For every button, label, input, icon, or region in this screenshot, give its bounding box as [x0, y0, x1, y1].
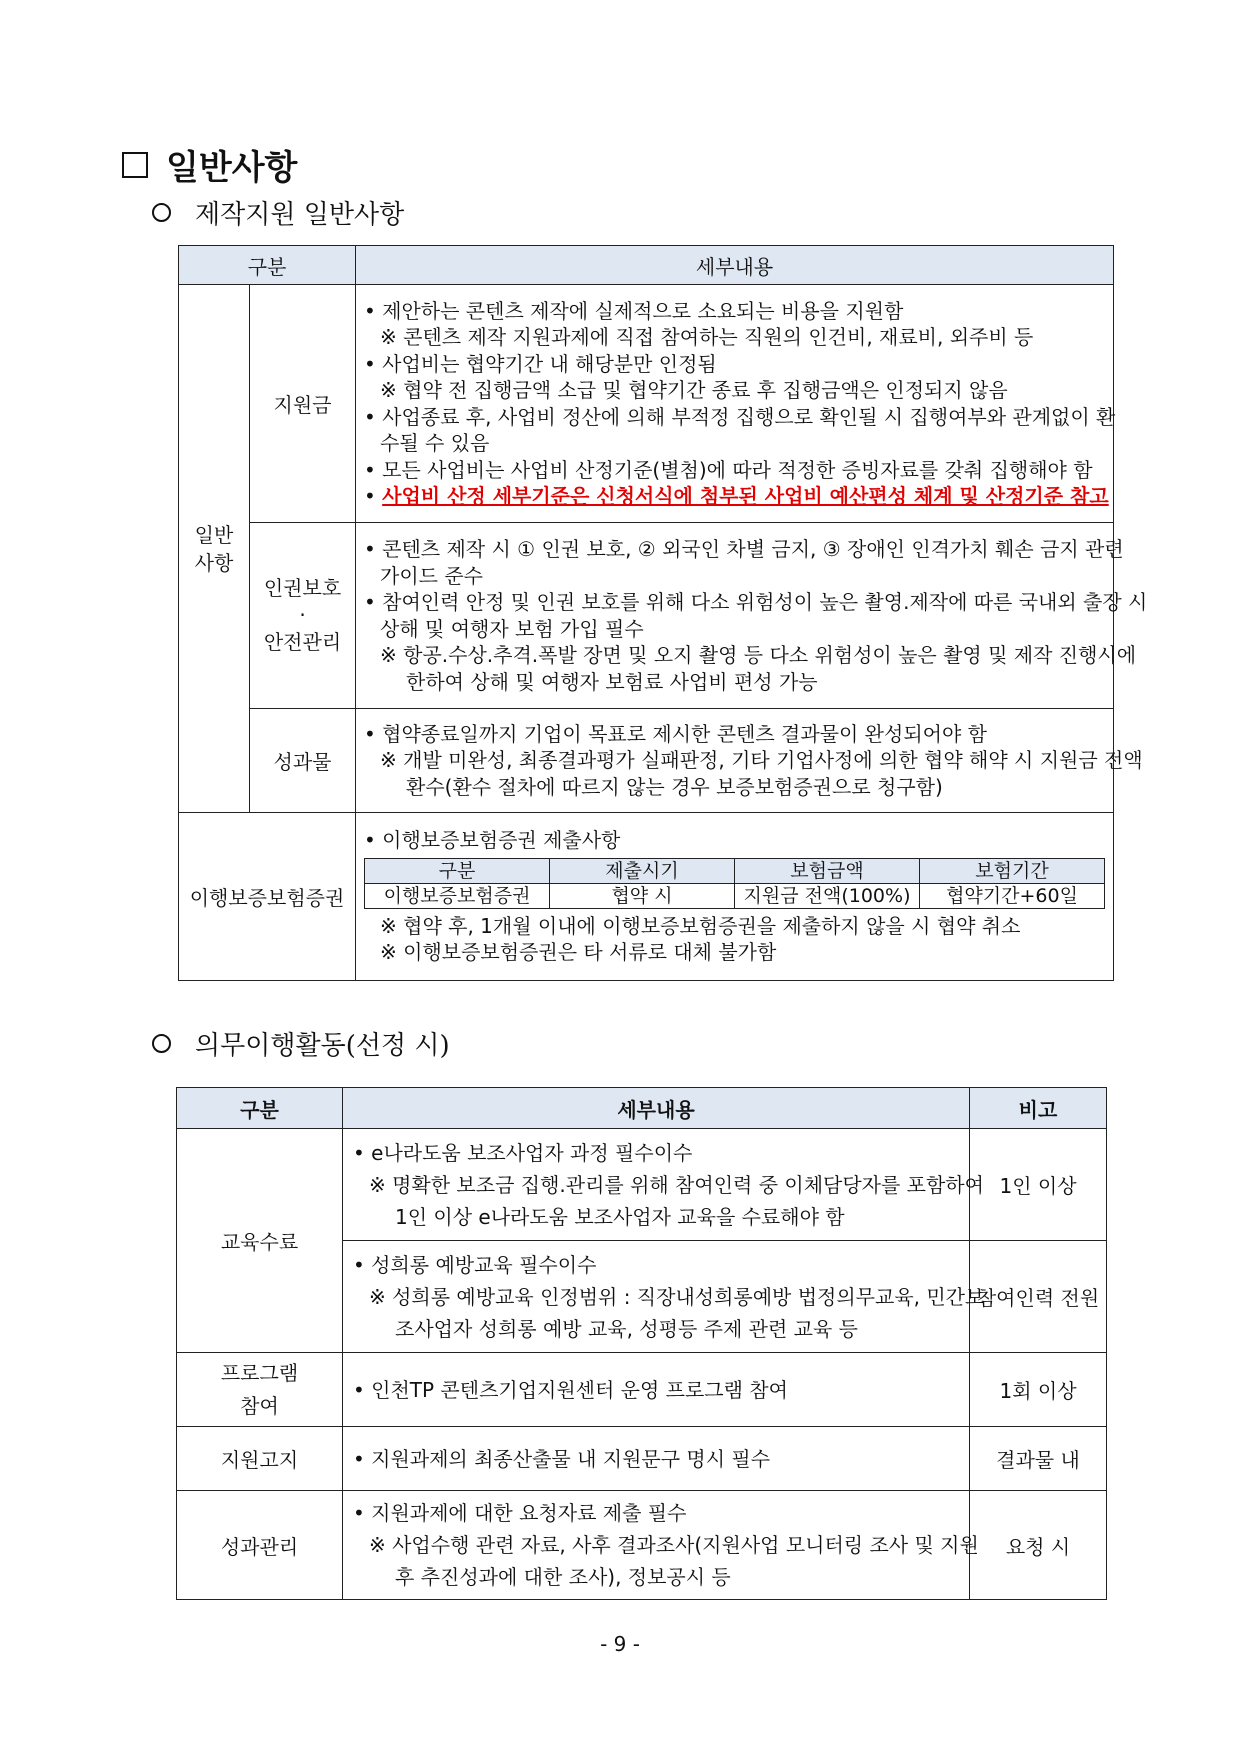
row-remark: 1인 이상: [970, 1129, 1107, 1241]
bullet-line: • 제안하는 콘텐츠 제작에 실제적으로 소요되는 비용을 지원함: [364, 298, 904, 323]
highlight-text: 사업비 산정 세부기준은 신청서식에 첨부된 사업비 예산편성 체계 및 산정기준 참고: [382, 484, 1109, 508]
sub-header: 구분: [365, 858, 550, 883]
sub-header: 제출시기: [550, 858, 735, 883]
insurance-label: 이행보증보험증권: [179, 813, 356, 981]
row-label: [177, 1353, 343, 1427]
note-line: 환수(환수 절차에 따르지 않는 경우 보증보험증권으로 청구함): [406, 774, 943, 799]
sub-cell: 협약기간+60일: [920, 883, 1105, 908]
label-line: 지원금: [273, 393, 332, 417]
sub-cell: 이행보증보험증권: [365, 883, 550, 908]
insurance-intro: • 이행보증보험증권 제출사항: [364, 828, 621, 853]
page-number: - 9 -: [600, 1632, 640, 1656]
header-details: 세부내용: [343, 1088, 970, 1129]
header-remarks: 비고: [970, 1088, 1107, 1129]
sub-header: 보험금액: [735, 858, 920, 883]
row-label: [250, 285, 356, 523]
heading-text: 일반사항: [166, 148, 298, 188]
label-line: 성과물: [273, 750, 332, 774]
table-header-row: [179, 246, 1114, 285]
page-heading: [122, 140, 297, 189]
highlight-line: [364, 483, 1109, 510]
bullet-line: • 인천TP 콘텐츠기업지원센터 운영 프로그램 참여: [353, 1377, 788, 1402]
row-remark: 결과물 내: [970, 1427, 1107, 1491]
note-line: 후 추진성과에 대한 조사), 정보공시 등: [395, 1565, 731, 1589]
note-line: ※ 협약 전 집행금액 소급 및 협약기간 종료 후 집행금액은 인정되지 않음: [380, 378, 1008, 402]
table-row: [179, 285, 1114, 523]
label-line: ·: [299, 603, 306, 627]
table-row: [177, 1129, 1107, 1241]
row-remark: 요청 시: [970, 1491, 1107, 1600]
insurance-content: [356, 813, 1114, 981]
row-label: 교육수료: [177, 1129, 343, 1353]
section2-title: [152, 1025, 450, 1062]
note-line: 상해 및 여행자 보험 가입 필수: [380, 616, 644, 641]
note-line: 1인 이상 e나라도움 보조사업자 교육을 수료해야 함: [395, 1204, 845, 1229]
note-line: ※ 명확한 보조금 집행.관리를 위해 참여인력 중 이체담당자를 포함하여: [369, 1172, 984, 1197]
table-row: [179, 523, 1114, 709]
bullet-line: • 성희롱 예방교육 필수이수: [353, 1252, 597, 1277]
note-line: 조사업자 성희롱 예방 교육, 성평등 주제 관련 교육 등: [395, 1316, 858, 1341]
label-line: 일반: [194, 522, 234, 547]
subtable-row: [365, 883, 1105, 908]
circle-bullet-icon: [152, 1034, 171, 1053]
obligations-table: [176, 1087, 1107, 1600]
row-label: 지원고지: [177, 1427, 343, 1491]
bullet-line: • 사업비는 협약기간 내 해당분만 인정됨: [364, 351, 717, 376]
header-category: 구분: [179, 246, 356, 285]
general-info-table: [178, 245, 1148, 981]
bullet-line: • 콘텐츠 제작 시 ① 인권 보호, ② 외국인 차별 금지, ③ 장애인 인격가치 훼손 금지 관련: [364, 537, 1124, 561]
row-label: 성과관리: [177, 1491, 343, 1600]
row-remark: 참여인력 전원: [970, 1241, 1107, 1353]
bullet-line: • 지원과제에 대한 요청자료 제출 필수: [353, 1501, 687, 1525]
label-line: 프로그램: [220, 1360, 299, 1385]
bullet-line: • 참여인력 안정 및 인권 보호를 위해 다소 위험성이 높은 촬영.제작에 따른 국내외 출장 시: [364, 590, 1148, 614]
group-label: [179, 285, 250, 813]
note-line: 한하여 상해 및 여행자 보험료 사업비 편성 가능: [406, 669, 818, 694]
note-line: 가이드 준수: [380, 563, 483, 588]
row-content: [356, 709, 1143, 813]
note-line: ※ 콘텐츠 제작 지원과제에 직접 참여하는 직원의 인건비, 재료비, 외주비 등: [380, 325, 1034, 349]
table-header-row: [177, 1088, 1107, 1129]
bullet-line: • 모든 사업비는 사업비 산정기준(별첨)에 따라 적정한 증빙자료를 갖춰 집행해야 함: [364, 457, 1093, 482]
sub-header: 보험기간: [920, 858, 1105, 883]
header-details: 세부내용: [356, 246, 1114, 285]
section1-title-text: 제작지원 일반사항: [195, 200, 405, 230]
section1-title: [152, 194, 404, 231]
bullet-mark: •: [364, 484, 383, 508]
label-line: 사항: [194, 550, 234, 575]
row-content: [356, 523, 1148, 709]
bullet-line: • e나라도움 보조사업자 과정 필수이수: [353, 1140, 693, 1165]
sub-cell: 협약 시: [550, 883, 735, 908]
row-content: [356, 285, 1114, 523]
row-content: [343, 1353, 970, 1427]
header-category: 구분: [177, 1088, 343, 1129]
row-remark: 1회 이상: [970, 1353, 1107, 1427]
row-content: [343, 1129, 984, 1241]
table-row: [179, 709, 1114, 813]
row-content: [343, 1491, 979, 1600]
row-label: [250, 523, 356, 709]
subtable-header-row: [365, 858, 1105, 883]
bullet-line: • 협약종료일까지 기업이 목표로 제시한 콘텐츠 결과물이 완성되어야 함: [364, 721, 987, 746]
table-row: [177, 1427, 1107, 1491]
note-line: ※ 사업수행 관련 자료, 사후 결과조사(지원사업 모니터링 조사 및 지원: [369, 1533, 979, 1557]
note-line: ※ 항공.수상.추격.폭발 장면 및 오지 촬영 등 다소 위험성이 높은 촬영 및 제작 진행시에: [380, 643, 1137, 667]
row-content: [343, 1241, 985, 1353]
bullet-line: • 지원과제의 최종산출물 내 지원문구 명시 필수: [353, 1446, 771, 1471]
note-line: 수될 수 있음: [380, 431, 490, 455]
insurance-note: ※ 이행보증보험증권은 타 서류로 대체 불가함: [380, 940, 777, 965]
label-line: 인권보호: [263, 576, 342, 600]
note-line: ※ 성희롱 예방교육 인정범위 : 직장내성희롱예방 법정의무교육, 민간보: [369, 1284, 985, 1309]
insurance-subtable: [364, 858, 1105, 909]
circle-bullet-icon: [152, 203, 171, 222]
bullet-line: • 사업종료 후, 사업비 정산에 의해 부적정 집행으로 확인될 시 집행여부와 관계없이 환: [364, 404, 1116, 429]
section2-title-text: 의무이행활동(선정 시): [195, 1031, 450, 1061]
checkbox-square-icon: [122, 152, 148, 178]
sub-cell: 지원금 전액(100%): [735, 883, 920, 908]
table-row-insurance: [179, 813, 1114, 981]
label-line: 참여: [240, 1393, 279, 1418]
table-row: [177, 1353, 1107, 1427]
row-label: [250, 709, 356, 813]
insurance-note: ※ 협약 후, 1개월 이내에 이행보증보험증권을 제출하지 않을 시 협약 취소: [380, 913, 1021, 938]
table-row: [177, 1491, 1107, 1600]
label-line: 안전관리: [263, 630, 342, 654]
note-line: ※ 개발 미완성, 최종결과평가 실패판정, 기타 기업사정에 의한 협약 해약 시 지원금 전액: [380, 748, 1143, 773]
row-content: [343, 1427, 970, 1491]
